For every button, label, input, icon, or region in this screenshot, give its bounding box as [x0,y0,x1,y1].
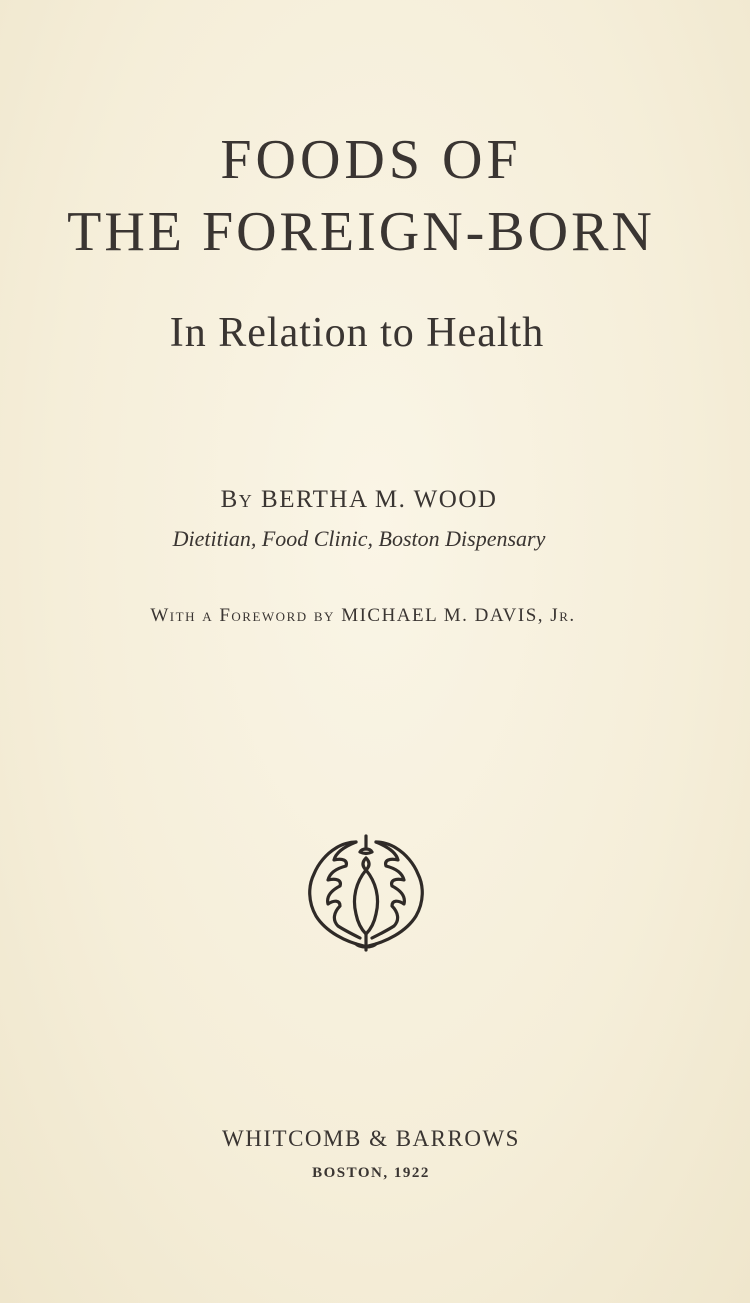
author-line [0,486,734,514]
foreword-prefix: With a Foreword by [150,605,335,626]
author-name: BERTHA M. WOOD [261,486,498,513]
subtitle: In Relation to Health [169,310,545,356]
author-by: By [220,486,254,513]
title-line-1: FOODS OF [220,129,522,191]
publisher: WHITCOMB & BARROWS [222,1126,520,1151]
foreword-name: MICHAEL M. DAVIS, [341,605,545,626]
author-affiliation: Dietitian, Food Clinic, Boston Dispensary [172,526,546,551]
printers-ornament-icon [306,830,426,952]
title-line-2: THE FOREIGN-BORN [67,201,655,263]
foreword-line [0,605,738,627]
place-and-date: BOSTON, 1922 [312,1165,430,1181]
foreword-suffix: Jr. [550,605,576,626]
